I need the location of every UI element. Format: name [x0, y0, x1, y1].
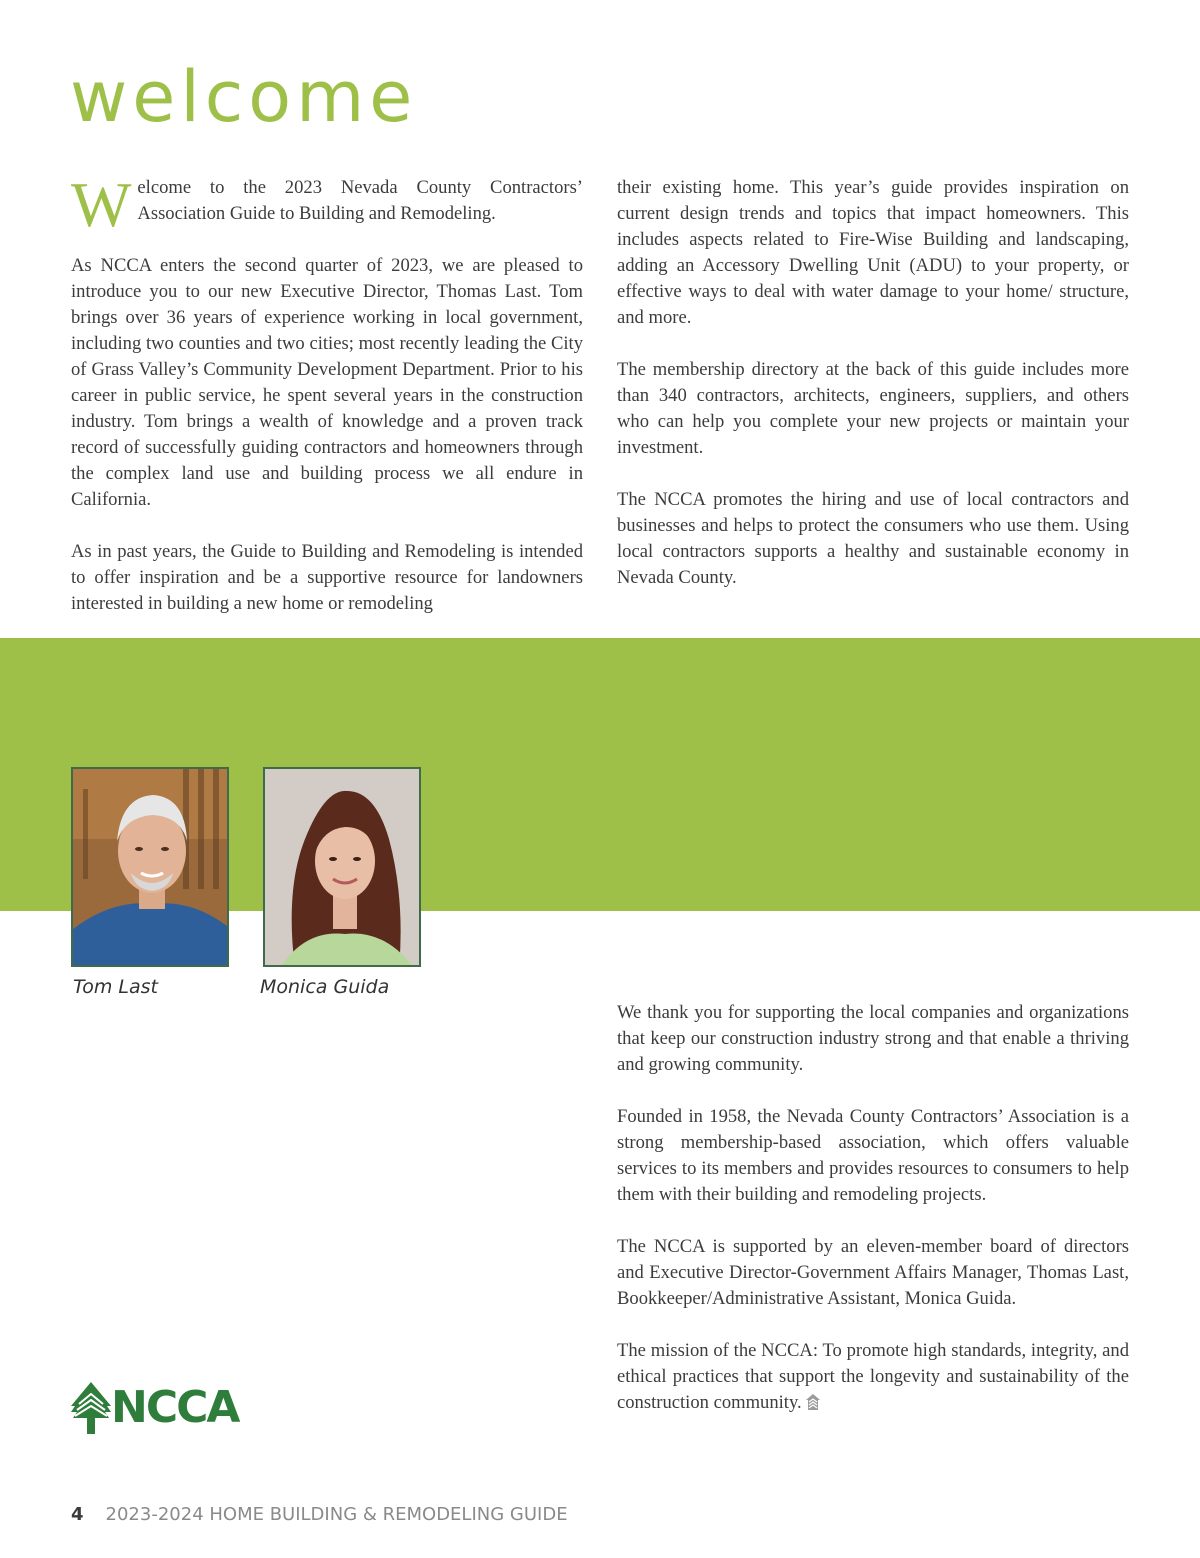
- intro-text: elcome to the 2023 Nevada County Contractors’ Association Guide to Building and Remodeling.: [137, 177, 583, 224]
- mission-text: The mission of the NCCA: To promote high standards, integrity, and ethical practices that support the longevity and sustainability of the construction community.: [617, 1340, 1129, 1413]
- body-paragraph: The membership directory at the back of this guide includes more than 340 contractors, architects, engineers, suppliers, and others who can help you complete your new projects or maintain your investment.: [617, 359, 1129, 458]
- page-title: welcome: [70, 56, 418, 138]
- photo-tom-last: [71, 767, 229, 967]
- mission-paragraph: [617, 1338, 1129, 1416]
- body-paragraph: The NCCA is supported by an eleven-member board of directors and Executive Director-Government Affairs Manager, Thomas Last, Bookkeeper/Administrative Assistant, Monica Guida.: [617, 1236, 1129, 1309]
- body-paragraph: Founded in 1958, the Nevada County Contractors’ Association is a strong membership-based association, which offers valuable services to its members and provides resources to consumers to help them with their building and remodeling projects.: [617, 1106, 1129, 1205]
- photo-monica-guida: [263, 767, 421, 967]
- closing-column: [617, 1000, 1129, 1416]
- body-paragraph: The NCCA promotes the hiring and use of local contractors and businesses and helps to protect the consumers who use them. Using local contractors supports a healthy and sustainable economy in Nevada County.: [617, 489, 1129, 588]
- tree-logo-icon: [71, 1382, 113, 1434]
- end-mark-icon: [806, 1394, 820, 1410]
- caption-monica-guida: Monica Guida: [260, 976, 390, 998]
- guide-title: 2023-2024 HOME BUILDING & REMODELING GUIDE: [105, 1504, 568, 1525]
- intro-column-left: [71, 169, 583, 617]
- body-paragraph: their existing home. This year’s guide provides inspiration on current design trends and topics that impact homeowners. This includes aspects related to Fire-Wise Building and landscaping, adding an Accessory Dwelling Unit (ADU) to your property, or effective ways to deal with water damage to your home/ structure, and more.: [617, 177, 1129, 328]
- page-footer: [71, 1504, 568, 1525]
- body-paragraph: As in past years, the Guide to Building and Remodeling is intended to offer inspiration and be a supportive resource for landowners interested in building a new home or remodeling: [71, 541, 583, 614]
- portrait-monica-image: [265, 769, 421, 967]
- intro-column-right: [617, 175, 1129, 591]
- page-number: 4: [71, 1504, 84, 1525]
- intro-paragraph: [71, 169, 583, 240]
- body-paragraph: We thank you for supporting the local companies and organizations that keep our construction industry strong and that enable a thriving and growing community.: [617, 1002, 1129, 1075]
- caption-tom-last: Tom Last: [73, 976, 159, 998]
- logo-wordmark: NCCA: [111, 1382, 239, 1433]
- body-paragraph: As NCCA enters the second quarter of 2023, we are pleased to introduce you to our new Executive Director, Thomas Last. Tom brings over 36 years of experience working in local government, including two counties and two cities; most recently leading the City of Grass Valley’s Community Development Department. Prior to his career in public service, he spent several years in the construction industry. Tom brings a wealth of knowledge and a proven track record of successfully guiding contractors and homeowners through the complex land use and building process we all endure in California.: [71, 255, 583, 510]
- ncca-logo: [71, 1380, 246, 1436]
- portrait-tom-image: [73, 769, 229, 967]
- drop-cap: W: [71, 169, 132, 240]
